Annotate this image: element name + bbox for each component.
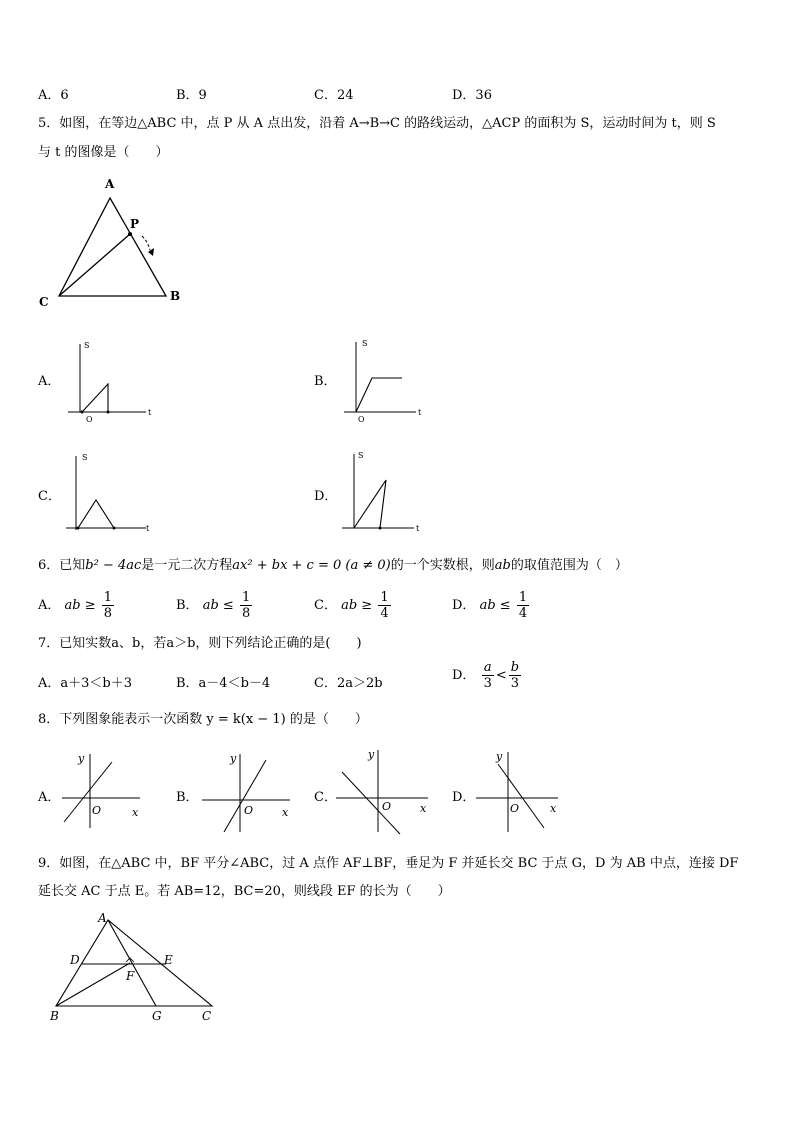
q4-option-d[interactable]: D．36: [452, 88, 492, 103]
q5-graph-b-s: S: [362, 339, 368, 348]
q4-option-b[interactable]: B．9: [176, 88, 207, 103]
q8-graph-a-o: O: [92, 804, 102, 817]
q6-option-b-den: 8: [241, 606, 251, 621]
q5-graph-b: [338, 336, 448, 428]
q5-graph-d-s: S: [358, 451, 364, 460]
q5-graph-a-o: O: [86, 415, 93, 424]
q5-graph-c-t: t: [146, 524, 150, 533]
q7-option-d-letter: D．: [452, 668, 476, 683]
q9-label-b: B: [50, 1009, 59, 1023]
q6-option-a-letter: A．: [38, 598, 61, 613]
q9-label-g: G: [152, 1009, 162, 1023]
q5-label-c: C: [39, 295, 49, 309]
q9-label-c: C: [202, 1009, 212, 1023]
q6-option-d-fraction: [517, 590, 529, 621]
q5-stem-line1: 5．如图，在等边△ABC 中，点 P 从 A 点出发，沿着 A→B→C 的路线运动，△ACP 的面积为 S，运动时间为 t，则 S: [38, 116, 716, 131]
q5-graph-a-s: S: [84, 341, 90, 350]
q6-stem-pre: 6．已知: [38, 558, 86, 573]
q6-option-c-fraction: [378, 590, 390, 621]
q6-option-c-num: 1: [380, 590, 389, 605]
q7-option-d-fraction-b: [509, 660, 521, 691]
q5-graph-c: [62, 450, 172, 542]
q6-option-a-rel: ab ≥: [64, 598, 96, 613]
q8-graph-b: [200, 750, 300, 834]
q5-stem-line2: 与 t 的图像是（ ）: [38, 145, 169, 160]
q6-option-c-rel: ab ≥: [341, 598, 373, 613]
q7-stem: 7．已知实数a、b，若a＞b，则下列结论正确的是( ): [38, 636, 362, 651]
q8-graph-c-y: y: [368, 748, 375, 761]
q6-option-b-rel: ab ≤: [202, 598, 234, 613]
q4-option-c[interactable]: C．24: [314, 88, 354, 103]
q9-stem-line2: 延长交 AC 于点 E。若 AB=12，BC=20，则线段 EF 的长为（ ）: [38, 884, 451, 899]
q8-option-a[interactable]: A．: [38, 790, 61, 805]
q7-option-d-den2: 3: [510, 676, 520, 691]
q8-graph-c: [334, 746, 434, 836]
q7-option-a[interactable]: A．a＋3＜b＋3: [38, 676, 133, 691]
q6-option-a-den: 8: [103, 606, 113, 621]
q9-label-e: E: [164, 953, 173, 967]
q7-option-d-lt: <: [495, 668, 507, 683]
q8-graph-a: [60, 750, 150, 830]
q6-option-b-num: 1: [241, 590, 251, 605]
q6-stem: [38, 554, 628, 578]
q5-option-b[interactable]: B．: [314, 374, 337, 389]
q8-stem: 8．下列图象能表示一次函数 y = k(x − 1) 的是（ ）: [38, 712, 368, 727]
q8-graph-c-o: O: [382, 800, 392, 813]
q9-label-a: A: [98, 911, 107, 925]
q5-graph-c-s: S: [82, 453, 88, 462]
q6-stem-end: 的取值范围为（ ）: [510, 558, 628, 573]
q5-graph-b-o: O: [358, 415, 365, 424]
q5-label-p: P: [130, 217, 140, 231]
q7-option-d-fraction-a: [482, 660, 494, 691]
q6-stem-post: 的一个实数根，则: [390, 558, 495, 573]
q6-option-b-fraction: [240, 590, 252, 621]
q5-option-c[interactable]: C．: [38, 489, 61, 504]
q6-option-a[interactable]: [38, 590, 116, 621]
q7-option-d[interactable]: [452, 660, 523, 691]
q8-option-d[interactable]: D．: [452, 790, 476, 805]
q8-graph-d-x: x: [550, 802, 557, 815]
q7-option-b[interactable]: B．a－4＜b－4: [176, 676, 271, 691]
q5-graph-a-t: t: [148, 408, 152, 417]
q8-graph-a-x: x: [132, 806, 139, 819]
q5-triangle-figure: [30, 170, 200, 310]
q9-label-f: F: [126, 969, 135, 983]
q5-label-a: A: [105, 177, 115, 191]
q8-option-b[interactable]: B．: [176, 790, 199, 805]
q8-graph-b-x: x: [282, 806, 289, 819]
q9-triangle-figure: [46, 908, 226, 1023]
q5-option-a[interactable]: A．: [38, 374, 61, 389]
q6-option-d-rel: ab ≤: [479, 598, 511, 613]
q8-option-c[interactable]: C．: [314, 790, 337, 805]
q6-option-c-letter: C．: [314, 598, 337, 613]
q6-option-d[interactable]: [452, 590, 531, 621]
q5-graph-a: [62, 336, 172, 428]
q8-graph-a-y: y: [78, 752, 85, 765]
q9-label-d: D: [70, 953, 80, 967]
q6-stem-expr1: b² − 4ac: [85, 558, 142, 573]
q6-option-c[interactable]: [314, 590, 393, 621]
q6-option-b-letter: B．: [176, 598, 199, 613]
q7-option-d-num2: b: [510, 660, 520, 675]
q7-option-c[interactable]: C．2a＞2b: [314, 676, 383, 691]
q5-option-d[interactable]: D．: [314, 489, 338, 504]
q5-graph-b-t: t: [418, 408, 422, 417]
q6-option-d-den: 4: [518, 606, 528, 621]
q6-option-b[interactable]: [176, 590, 254, 621]
q6-option-d-letter: D．: [452, 598, 476, 613]
q7-option-d-num1: a: [483, 660, 492, 675]
q6-option-d-num: 1: [518, 590, 528, 605]
q4-option-a[interactable]: A．6: [38, 88, 69, 103]
q8-graph-d: [474, 748, 574, 834]
q9-stem-line1: 9．如图，在△ABC 中，BF 平分∠ABC，过 A 点作 AF⊥BF，垂足为 F 并延长交 BC 于点 G，D 为 AB 中点，连接 DF: [38, 856, 739, 871]
q6-stem-mid: 是一元二次方程: [141, 558, 233, 573]
q8-graph-b-y: y: [230, 752, 237, 765]
q6-stem-expr2: ax² + bx + c = 0 (a ≠ 0): [232, 558, 391, 573]
q8-graph-b-o: O: [244, 804, 254, 817]
q6-option-a-num: 1: [103, 590, 113, 605]
q6-option-a-fraction: [102, 590, 114, 621]
q5-graph-d-t: t: [416, 524, 420, 533]
q6-stem-ab: ab: [494, 558, 511, 573]
q8-graph-d-o: O: [510, 802, 520, 815]
q7-option-d-den1: 3: [483, 676, 492, 691]
q8-graph-c-x: x: [420, 802, 427, 815]
q6-option-c-den: 4: [380, 606, 389, 621]
q5-label-b: B: [170, 289, 181, 303]
q8-graph-d-y: y: [496, 750, 503, 763]
q5-graph-d: [338, 448, 448, 540]
